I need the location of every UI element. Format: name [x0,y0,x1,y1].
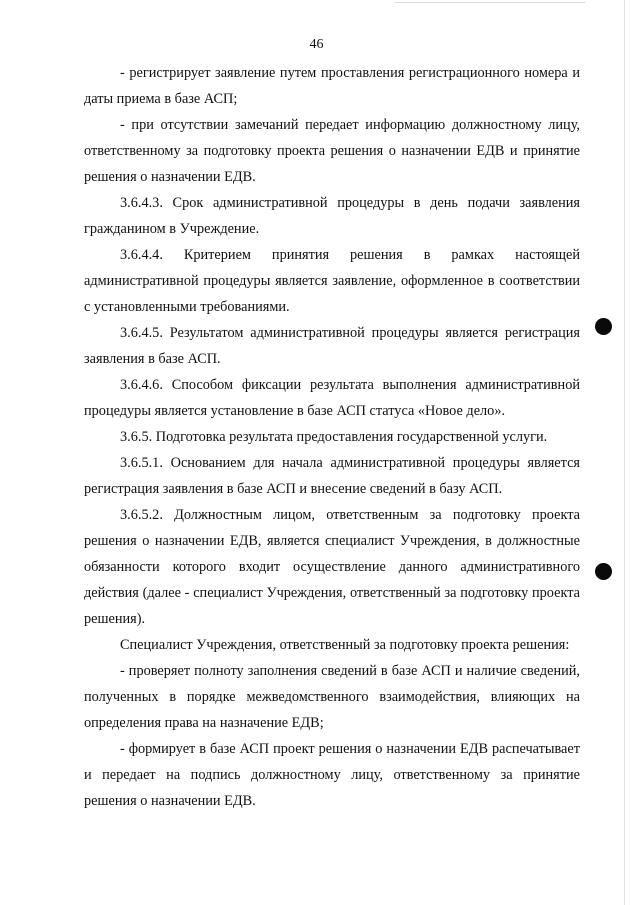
paragraph-3-6-5-1: 3.6.5.1. Основанием для начала административной процедуры является регистрация заявления в базе АСП и внесение сведений в базу АСП. [84,455,580,497]
paragraph-3-6-4-6: 3.6.4.6. Способом фиксации результата выполнения административной процедуры является установление в базе АСП статуса «Новое дело». [84,377,580,419]
document-body [84,60,580,814]
paragraph-3-6-4-3: 3.6.4.3. Срок административной процедуры в день подачи заявления гражданином в Учреждение. [84,195,580,237]
paragraph-check-completeness: - проверяет полноту заполнения сведений в базе АСП и наличие сведений, полученных в порядке межведомственного взаимодействия, влияющих на определения права на назначение ЕДВ; [84,663,580,731]
punch-hole-upper [595,318,612,335]
paragraph-3-6-4-4: 3.6.4.4. Критерием принятия решения в рамках настоящей административной процедуры является заявление, оформленное в соответствии с установленными требованиями. [84,247,580,315]
paragraph-register-application: - регистрирует заявление путем проставления регистрационного номера и даты приема в базе АСП; [84,65,580,107]
paragraph-form-draft-decision: - формирует в базе АСП проект решения о назначении ЕДВ распечатывает и передает на подпись должностному лицу, ответственному за принятие решения о назначении ЕДВ. [84,741,580,809]
paragraph-specialist-duties: Специалист Учреждения, ответственный за подготовку проекта решения: [120,637,570,653]
punch-hole-lower [595,563,612,580]
paragraph-3-6-5-2: 3.6.5.2. Должностным лицом, ответственным за подготовку проекта решения о назначении ЕДВ, является специалист Учреждения, в должностные обязанности которого входит осуществление данного административного действия (далее - специалист Учреждения, ответственный за подготовку проекта решения). [84,507,580,627]
scan-right-edge [624,0,625,905]
scan-top-rule [395,2,585,3]
paragraph-transfer-information: - при отсутствии замечаний передает информацию должностному лицу, ответственному за подготовку проекта решения о назначении ЕДВ и принятие решения о назначении ЕДВ. [84,117,580,185]
paragraph-3-6-5: 3.6.5. Подготовка результата предоставления государственной услуги. [120,429,548,445]
page-number: 46 [309,37,324,52]
paragraph-3-6-4-5: 3.6.4.5. Результатом административной процедуры является регистрация заявления в базе АСП. [84,325,580,367]
